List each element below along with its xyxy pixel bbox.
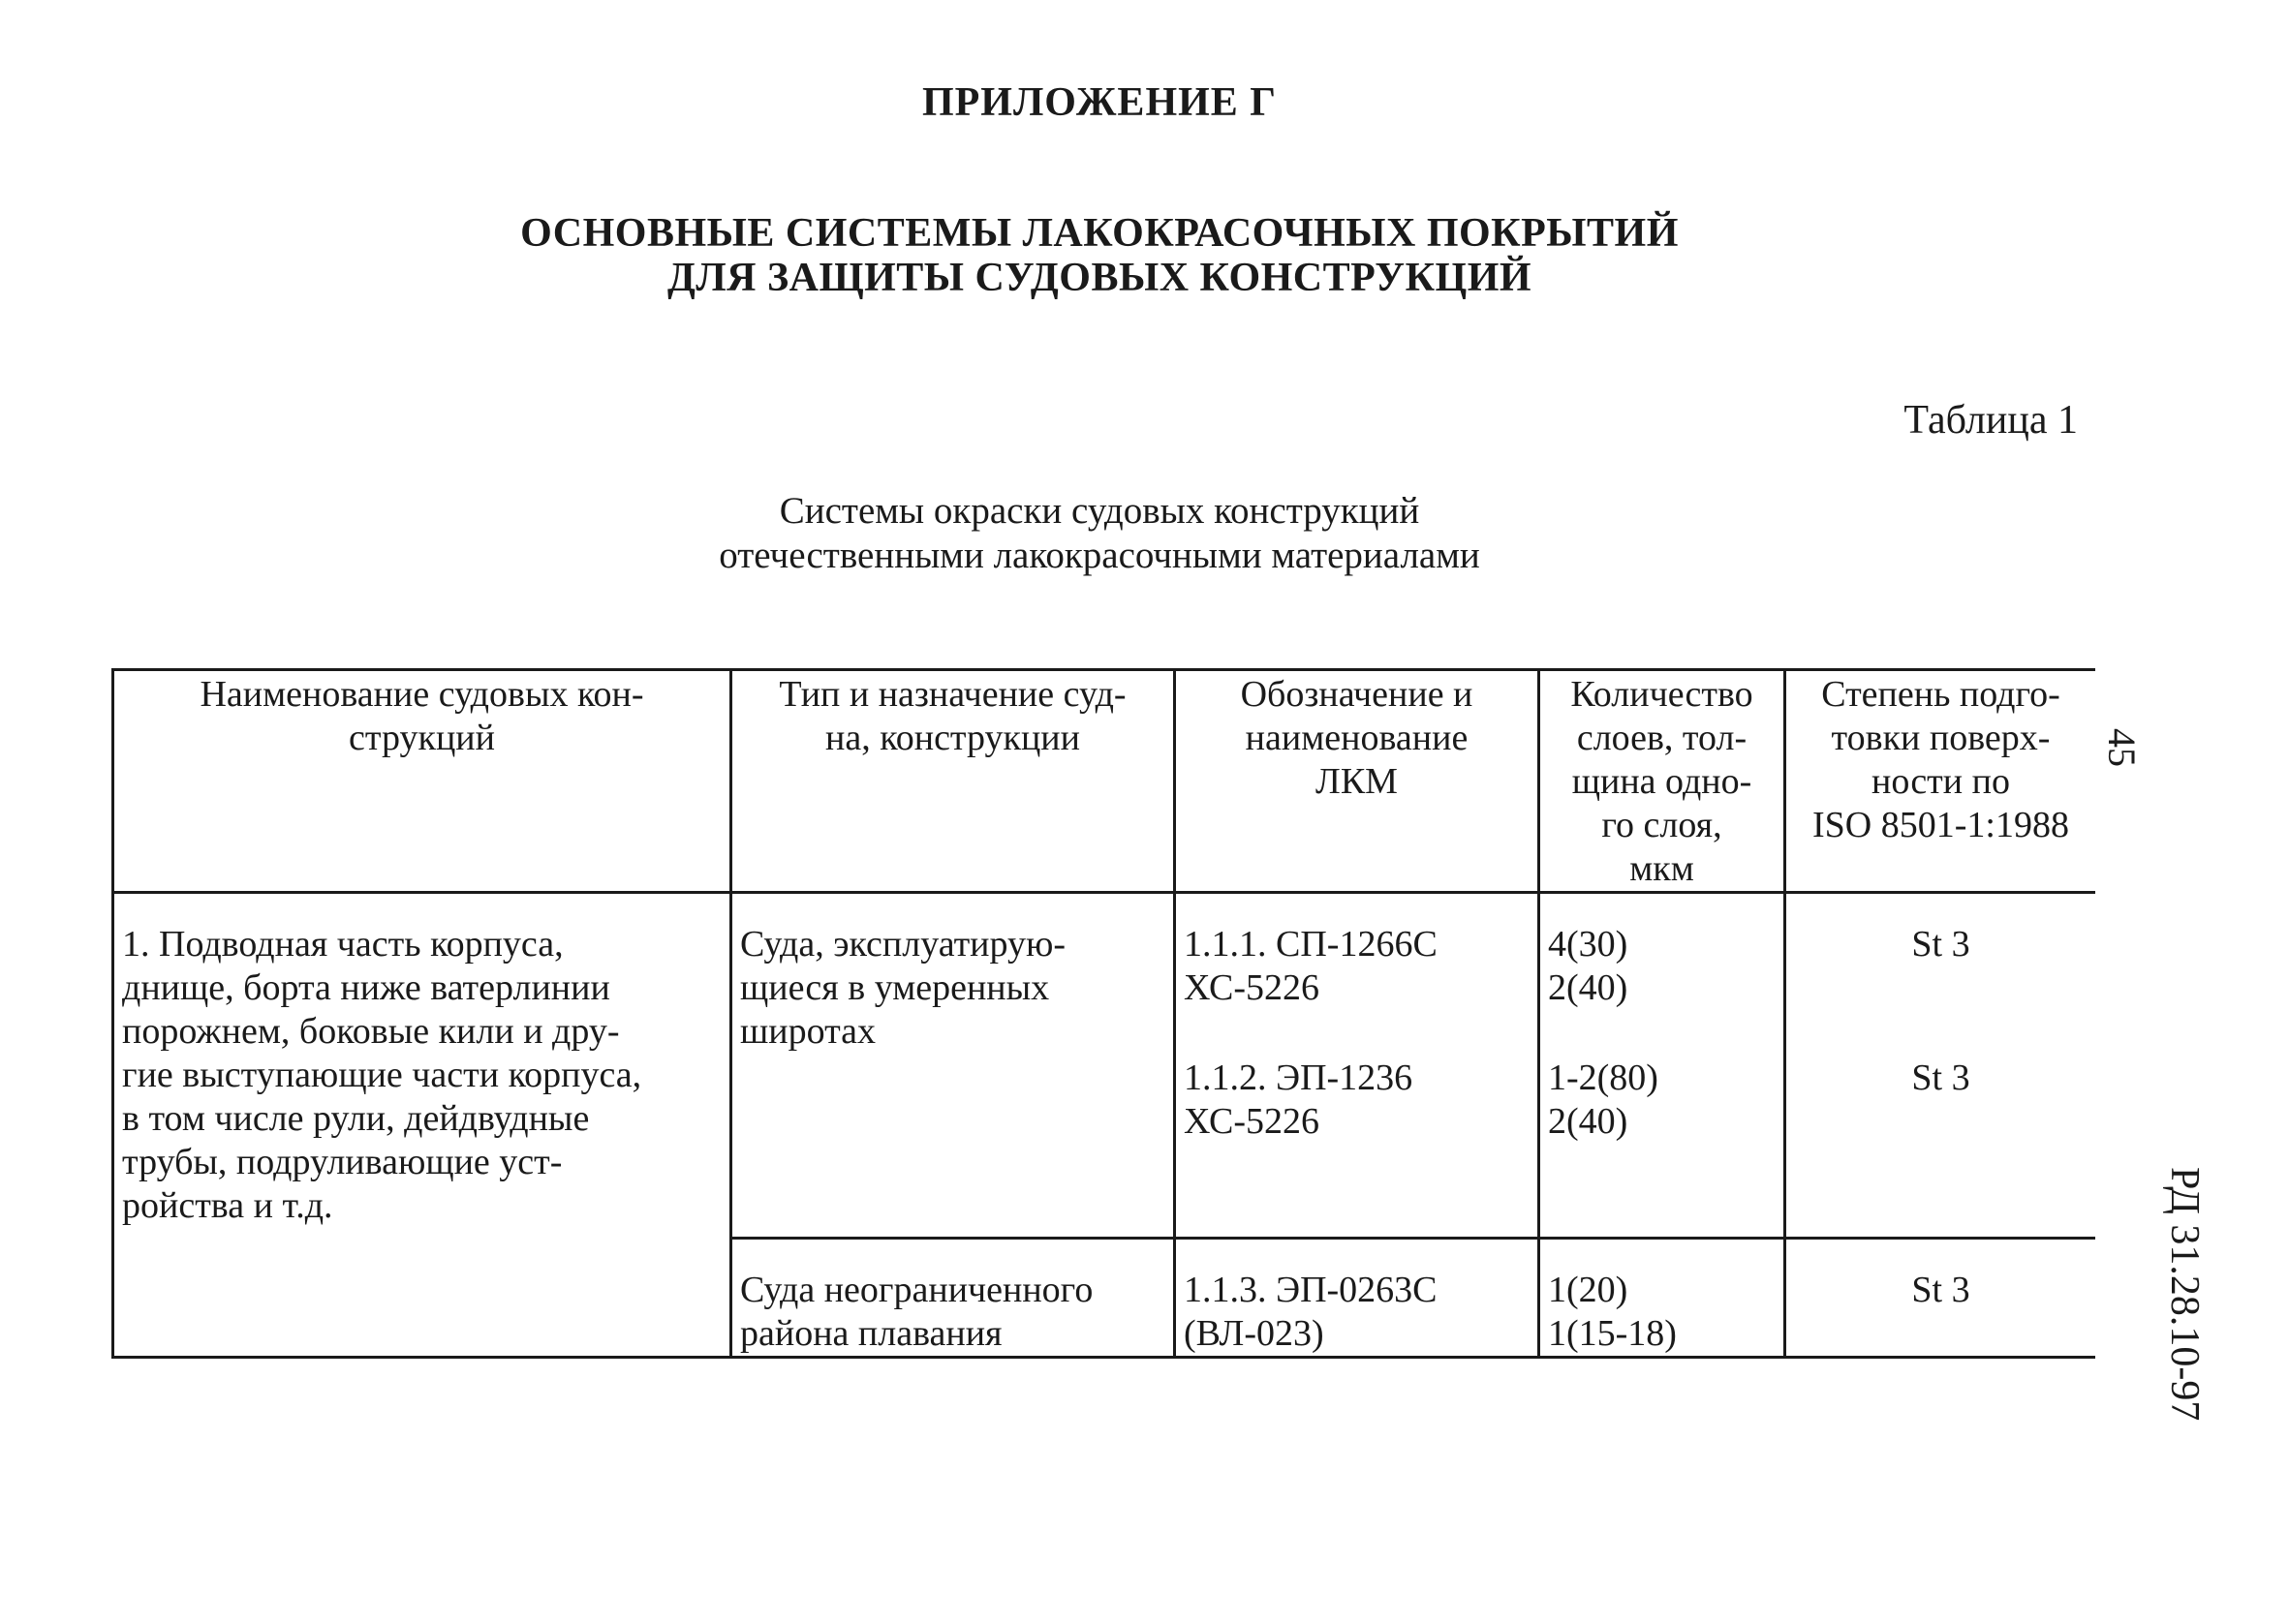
layer-count-cell: 4(30) 2(40) 1-2(80) 2(40) (1539, 893, 1785, 1239)
coating-cell: 1.1.1. СП-1266С ХС-5226 1.1.2. ЭП-1236 ХС-5226 (1175, 893, 1539, 1239)
surface-prep-cell: St 3 (1785, 1239, 2096, 1358)
table-viewport (111, 668, 2095, 1396)
header-coating-designation: Обозначение и наименование ЛКМ (1175, 670, 1539, 893)
main-title (0, 211, 2199, 300)
vessel-type-cell: Суда, эксплуатирую- щиеся в умеренных широтах (731, 893, 1175, 1239)
surface-prep-cell: St 3 St 3 (1785, 893, 2096, 1239)
layer-count-cell: 1(20) 1(15-18) (1539, 1239, 1785, 1358)
main-title-line-2: ДЛЯ ЗАЩИТЫ СУДОВЫХ КОНСТРУКЦИЙ (666, 256, 1532, 300)
table-label: Таблица 1 (1903, 398, 2078, 443)
appendix-title: ПРИЛОЖЕНИЕ Г (921, 80, 1278, 125)
table-caption (0, 489, 2199, 578)
table-caption-line-1: Системы окраски судовых конструкций (779, 490, 1420, 532)
coating-cell: 1.1.3. ЭП-0263С (ВЛ-023) (1175, 1239, 1539, 1358)
coating-systems-table (111, 668, 2095, 1359)
header-vessel-type: Тип и назначение суд- на, конструкции (731, 670, 1175, 893)
vessel-type-cell: Суда неограниченного района плавания (731, 1239, 1175, 1358)
main-title-line-1: ОСНОВНЫЕ СИСТЕМЫ ЛАКОКРАСОЧНЫХ ПОКРЫТИЙ (520, 211, 1679, 256)
header-structure-name: Наименование судовых кон- струкций (113, 670, 731, 893)
page-number: 45 (2100, 728, 2144, 767)
table-header-row (113, 670, 2096, 893)
table-row (113, 893, 2096, 1239)
header-layer-count: Количество слоев, тол- щина одно- го слоя, мкм (1539, 670, 1785, 893)
document-code: РД 31.28.10-97 (2162, 1167, 2207, 1422)
table-caption-line-2: отечественными лакокрасочными материалами (719, 535, 1480, 576)
structure-name-cell: 1. Подводная часть корпуса, днище, борта ниже ватерлинии порожнем, боковые кили и дру- гие выступающие части корпуса, в том числе рули, дейдвудные трубы, подруливающие уст- ройства и т.д. (113, 893, 731, 1358)
header-surface-prep: Степень подго- товки поверх- ности по ISO 8501-1:1988 (1785, 670, 2096, 893)
